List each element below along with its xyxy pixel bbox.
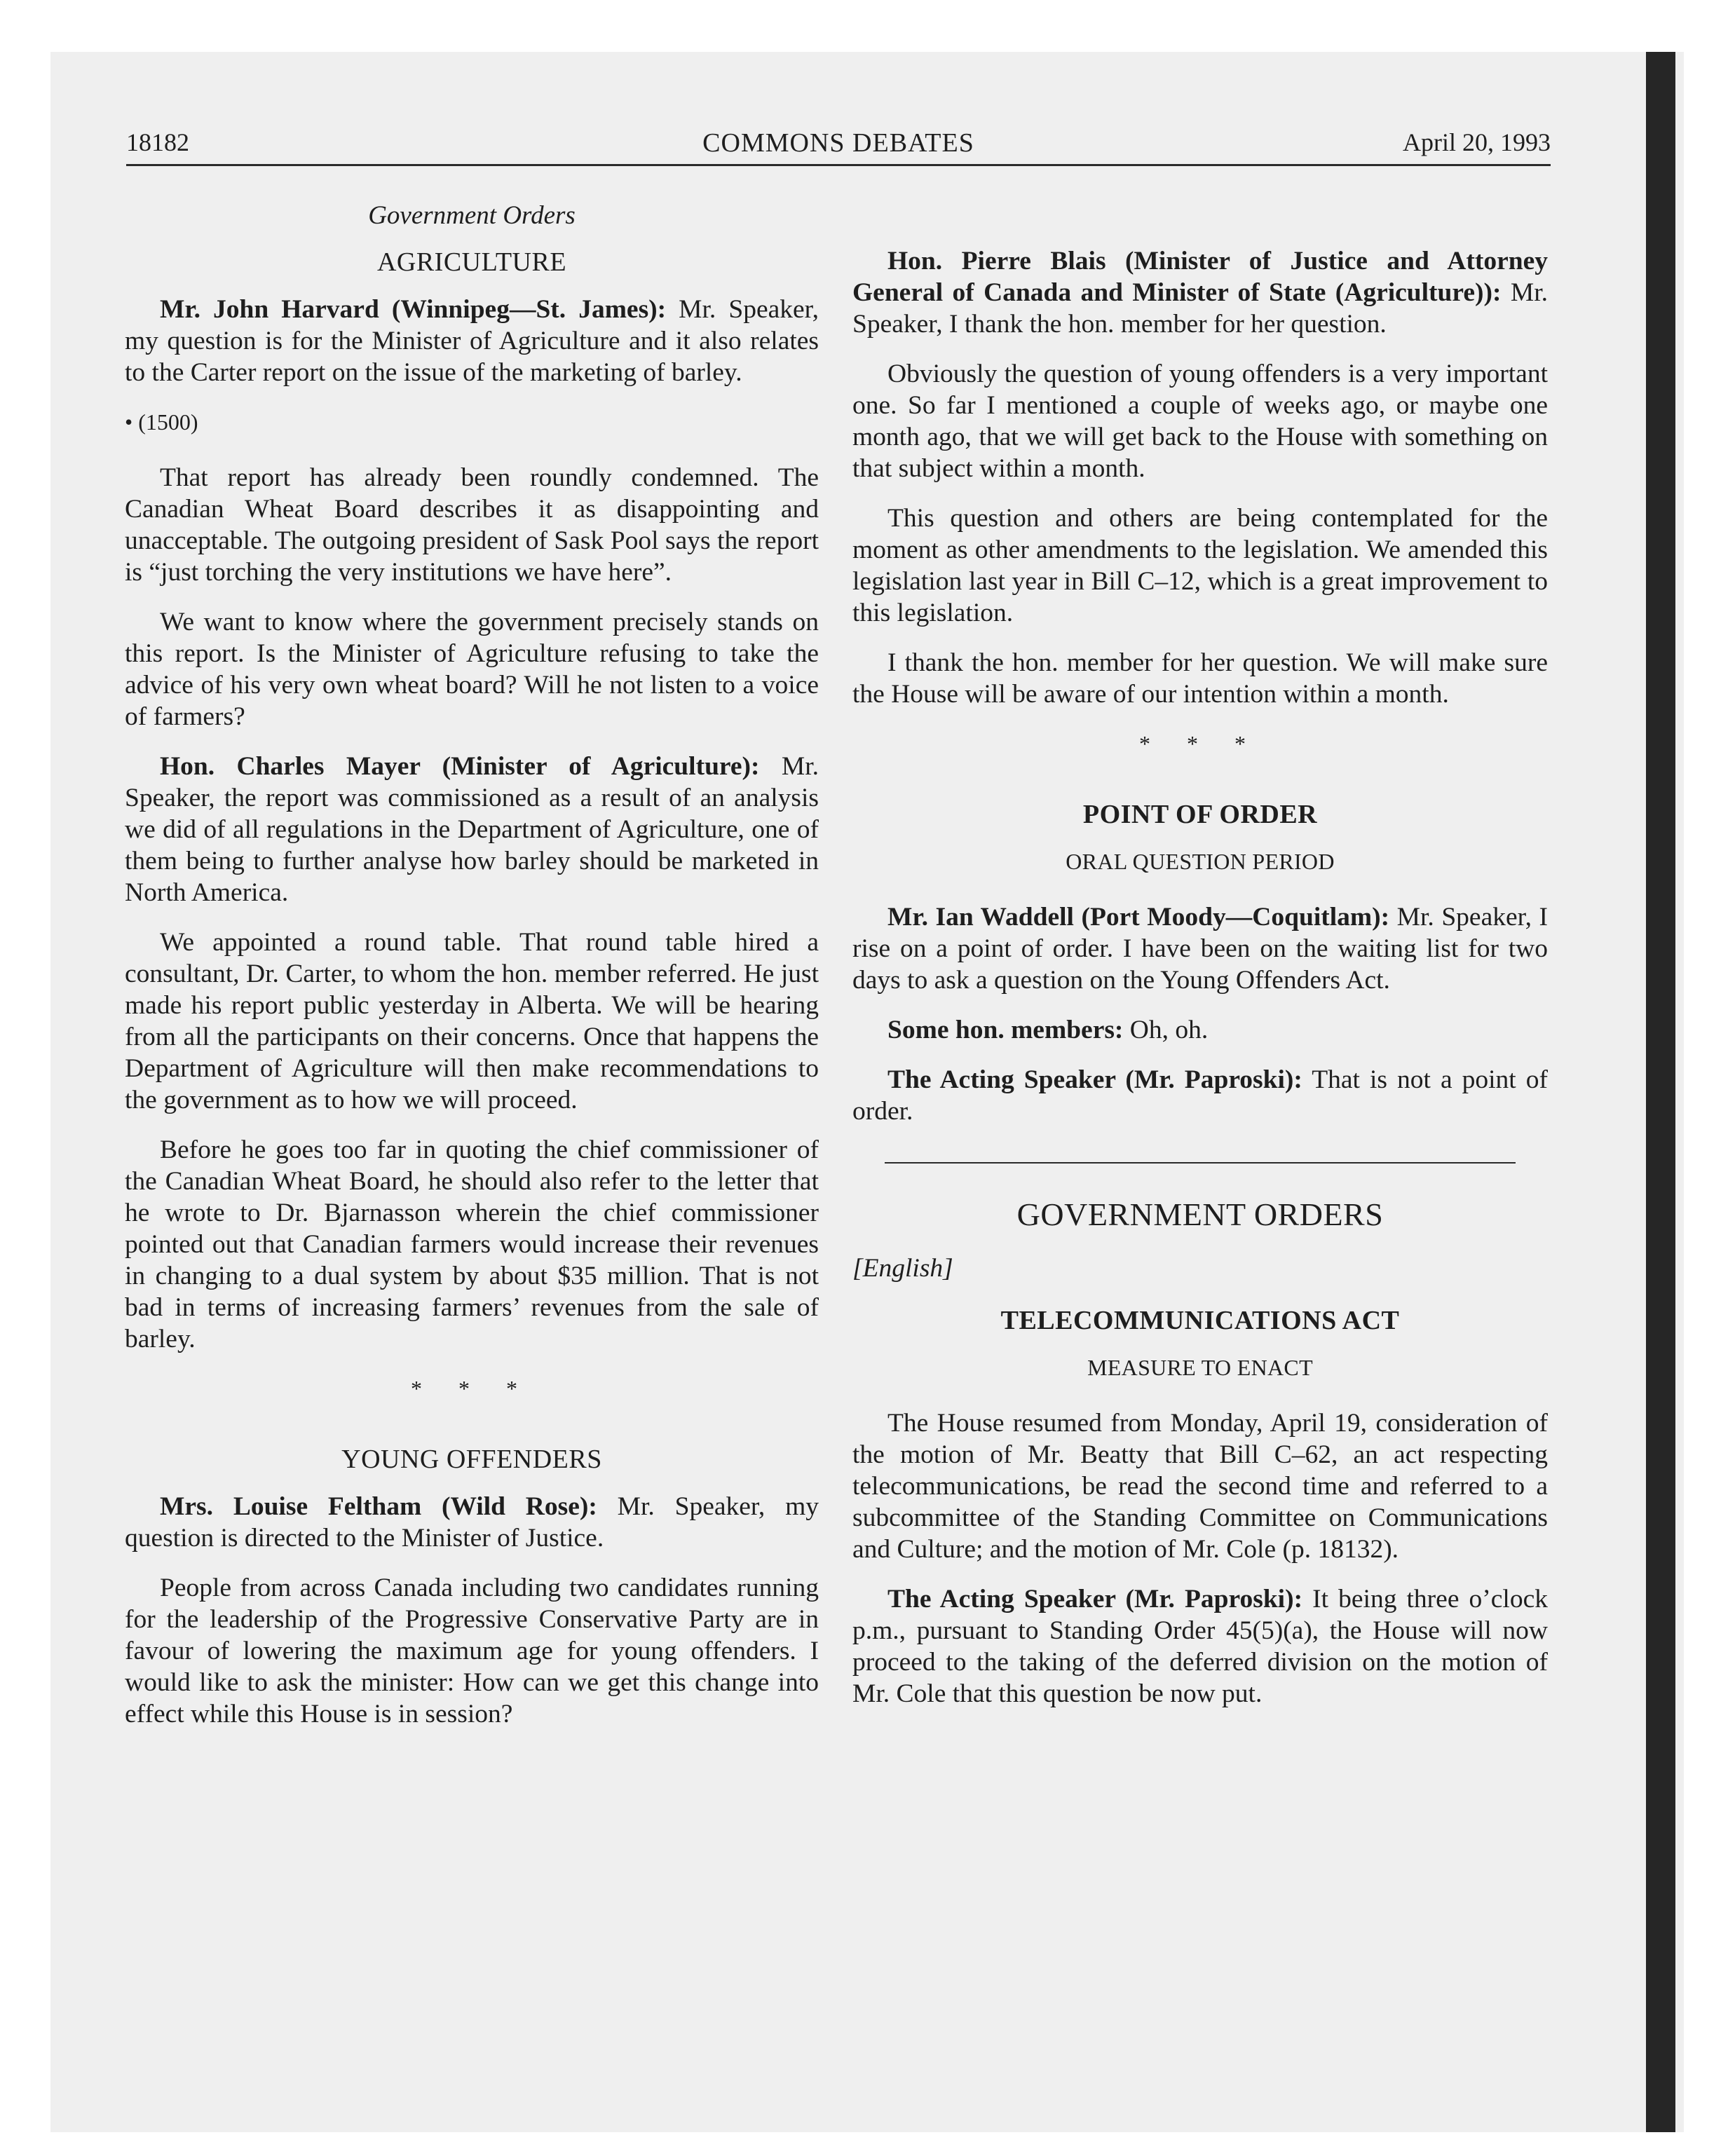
running-header: [126, 125, 1551, 166]
speech-text: Mr. Speaker, my question is for the Minister of Agriculture and it also relates to the Carter report on the issue of the marketing of barley.: [125, 295, 819, 387]
speaker-name: Mrs. Louise Feltham (Wild Rose):: [160, 1492, 597, 1521]
speaker-name: Hon. Charles Mayer (Minister of Agriculture):: [160, 752, 760, 781]
page-binding-edge: [1646, 52, 1675, 2132]
left-column: [125, 200, 819, 1748]
speech-text: Mr. Speaker, I thank the hon. member for her question.: [852, 278, 1548, 339]
paragraph: Obviously the question of young offenders is a very important one. So far I mentioned a couple of weeks ago, or maybe one month ago, that we will get back to the House with something on that subject within a month.: [852, 360, 1548, 483]
language-tag: [English]: [852, 1254, 953, 1283]
speaker-name: Hon. Pierre Blais (Minister of Justice and Attorney General of Canada and Minister of State (Agriculture)):: [852, 247, 1548, 307]
paragraph: That report has already been roundly condemned. The Canadian Wheat Board describes it as disappointing and unacceptable. The outgoing president of Sask Pool says the report is “just torching the very institutions we have here”.: [125, 463, 819, 587]
paragraph: We want to know where the government precisely stands on this report. Is the Minister of Agriculture refusing to take the advice of his very own wheat board? Will he not listen to a voice of farmers?: [125, 608, 819, 731]
speech-text: Mr. Speaker, my question is directed to the Minister of Justice.: [125, 1492, 819, 1553]
section-label: Government Orders: [368, 201, 576, 230]
point-of-order-heading: POINT OF ORDER: [1082, 800, 1318, 829]
section-rule: [885, 1162, 1516, 1164]
speaker-name: The Acting Speaker (Mr. Paproski):: [887, 1065, 1302, 1094]
paragraph: We appointed a round table. That round table hired a consultant, Dr. Carter, to whom the hon. member referred. He just made his report public yesterday in Alberta. We will be hearing from all the participants on their concerns. Once that happens the Department of Agriculture will then make recommendations to the government as to how we will proceed.: [125, 928, 819, 1114]
young-offenders-heading: YOUNG OFFENDERS: [341, 1445, 602, 1474]
speech-text: Mr. Speaker, I rise on a point of order. I have been on the waiting list for two days to ask a question on the Young Offenders Act.: [852, 903, 1548, 995]
publication-date: April 20, 1993: [1403, 128, 1551, 156]
speech-text: It being three o’clock p.m., pursuant to Standing Order 45(5)(a), the House will now proceed to the taking of the deferred division on the motion of Mr. Cole that this question be now put.: [852, 1585, 1548, 1708]
speech-text: Mr. Speaker, the report was commissioned as a result of an analysis we did of all regulations in the Department of Agriculture, one of them being to further analyse how barley should be marketed in North America.: [125, 752, 819, 907]
section-separator: * * *: [1139, 731, 1261, 756]
paragraph-members: [852, 1014, 1548, 1046]
paragraph: The House resumed from Monday, April 19, consideration of the motion of Mr. Beatty that Bill C–62, an act respecting telecommunications, be read the second time and referred to a subcommittee of the Standing Committee on Communications and Culture; and the motion of Mr. Cole (p. 18132).: [852, 1409, 1548, 1564]
speech-text: That is not a point of order.: [852, 1065, 1548, 1126]
speech-text: Oh, oh.: [1123, 1016, 1209, 1044]
page-number: 18182: [126, 128, 189, 156]
speaker-name: Some hon. members:: [887, 1016, 1124, 1044]
paragraph-harvard: [125, 294, 819, 388]
government-orders-heading: GOVERNMENT ORDERS: [1016, 1196, 1384, 1232]
speaker-name: The Acting Speaker (Mr. Paproski):: [887, 1585, 1303, 1613]
paragraph-mayer: [125, 751, 819, 908]
paragraph: Before he goes too far in quoting the chief commissioner of the Canadian Wheat Board, he should also refer to the letter that he wrote to Dr. Bjarnasson wherein the chief commissioner pointed out that Canadian farmers would increase their revenues in changing to a dual system by about $35 million. That is not bad in terms of increasing farmers’ revenues from the sale of barley.: [125, 1135, 819, 1353]
paragraph: This question and others are being contemplated for the moment as other amendments to the legislation. We amended this legislation last year in Bill C–12, which is a great improvement to this legislation.: [852, 504, 1548, 627]
speaker-name: Mr. John Harvard (Winnipeg—St. James):: [160, 295, 667, 324]
time-marker: • (1500): [125, 409, 198, 435]
publication-title: COMMONS DEBATES: [702, 128, 974, 158]
paragraph-waddell: [852, 901, 1548, 996]
paragraph-acting-speaker: [852, 1064, 1548, 1127]
speaker-name: Mr. Ian Waddell (Port Moody—Coquitlam):: [887, 903, 1390, 932]
paragraph-acting-speaker-2: [852, 1583, 1548, 1710]
paragraph-blais: [852, 245, 1548, 340]
telecommunications-heading: TELECOMMUNICATIONS ACT: [1000, 1306, 1400, 1335]
right-column: [852, 245, 1548, 1728]
paragraph: People from across Canada including two candidates running for the leadership of the Progressive Conservative Party are in favour of lowering the maximum age for young offenders. I would like to ask the minister: How can we get this change into effect while this House is in session?: [125, 1574, 819, 1728]
section-separator: * * *: [411, 1376, 533, 1401]
paragraph: I thank the hon. member for her question. We will make sure the House will be aware of our intention within a month.: [852, 648, 1548, 709]
paragraph-feltham: [125, 1491, 819, 1554]
oral-question-subheading: ORAL QUESTION PERIOD: [1066, 849, 1335, 874]
agriculture-heading: AGRICULTURE: [376, 247, 567, 277]
measure-subheading: MEASURE TO ENACT: [1087, 1355, 1313, 1380]
